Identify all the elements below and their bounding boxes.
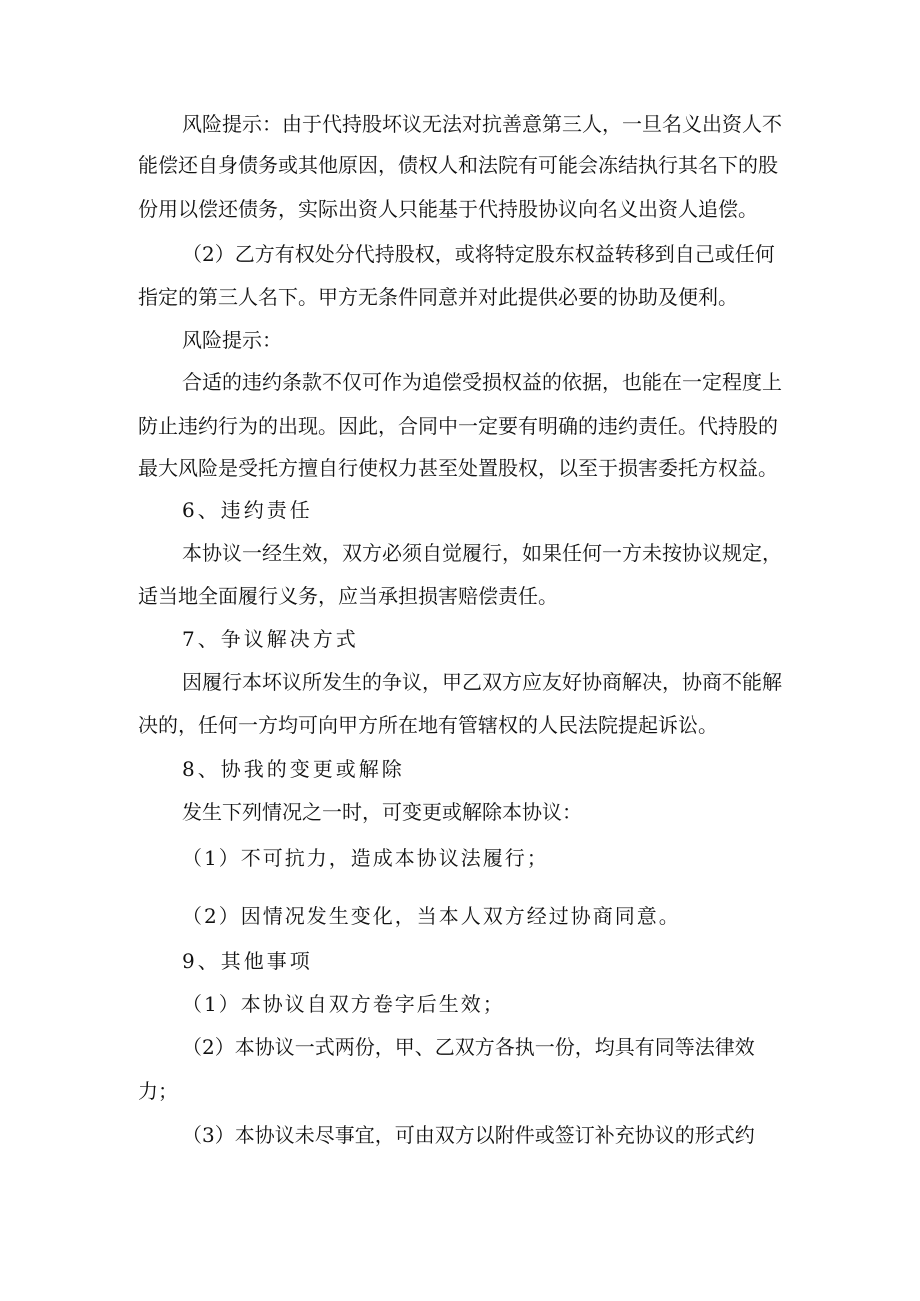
text-line: 适当地全面履行义务，应当承担损害赔偿责任。	[138, 584, 558, 608]
text-line: （2）乙方有权处分代持股权，或将特定股东权益转移到自己或任何	[182, 242, 775, 266]
text-line: 力；	[138, 1079, 178, 1103]
text-line: （2）本协议一式两份，甲、乙双方各执一份，均具有同等法律效	[182, 1035, 755, 1059]
text-line: 本协议一经生效，双方必须自觉履行，如果任何一方未按协议规定，	[182, 541, 782, 565]
section-heading: 9、其他事项	[182, 949, 313, 973]
text-line: 风险提示：	[182, 328, 282, 352]
text-line: 合适的违约条款不仅可作为追偿受损权益的依据，也能在一定程度上	[182, 370, 782, 394]
text-line: 最大风险是受托方擅自行使权力甚至处置股权，以至于损害委托方权益。	[138, 456, 778, 480]
text-line: 发生下列情况之一时，可变更或解除本协议：	[182, 800, 582, 824]
section-heading: 6、违约责任	[182, 498, 313, 522]
text-line: 指定的第三人名下。甲方无条件同意并对此提供必要的协助及便利。	[138, 285, 738, 309]
section-heading: 8、协我的变更或解除	[182, 757, 405, 781]
text-line: 防止违约行为的出现。因此，合同中一定要有明确的违约责任。代持股的	[138, 414, 778, 438]
text-line: 因履行本坏议所发生的争议，甲乙双方应友好协商解决，协商不能解	[182, 670, 782, 694]
text-line: 能偿还自身债务或其他原因，债权人和法院有可能会冻结执行其名下的股	[138, 153, 778, 177]
text-line: 风险提示：由于代持股坏议无法对抗善意第三人，一旦名义出资人不	[182, 112, 782, 136]
list-item: （1）本协议自双方卷字后生效；	[182, 992, 505, 1016]
list-item: （1）不可抗力，造成本协议法履行；	[182, 846, 549, 870]
list-item: （2）因情况发生变化，当本人双方经过协商同意。	[182, 904, 681, 928]
text-line: 决的，任何一方均可向甲方所在地有管辖权的人民法院提起诉讼。	[138, 713, 718, 737]
text-line: 份用以偿还债务，实际出资人只能基于代持股协议向名义出资人追偿。	[138, 197, 758, 221]
text-line: （3）本协议未尽事宜，可由双方以附件或签订补充协议的形式约	[182, 1123, 755, 1147]
section-heading: 7、争议解决方式	[182, 627, 359, 651]
